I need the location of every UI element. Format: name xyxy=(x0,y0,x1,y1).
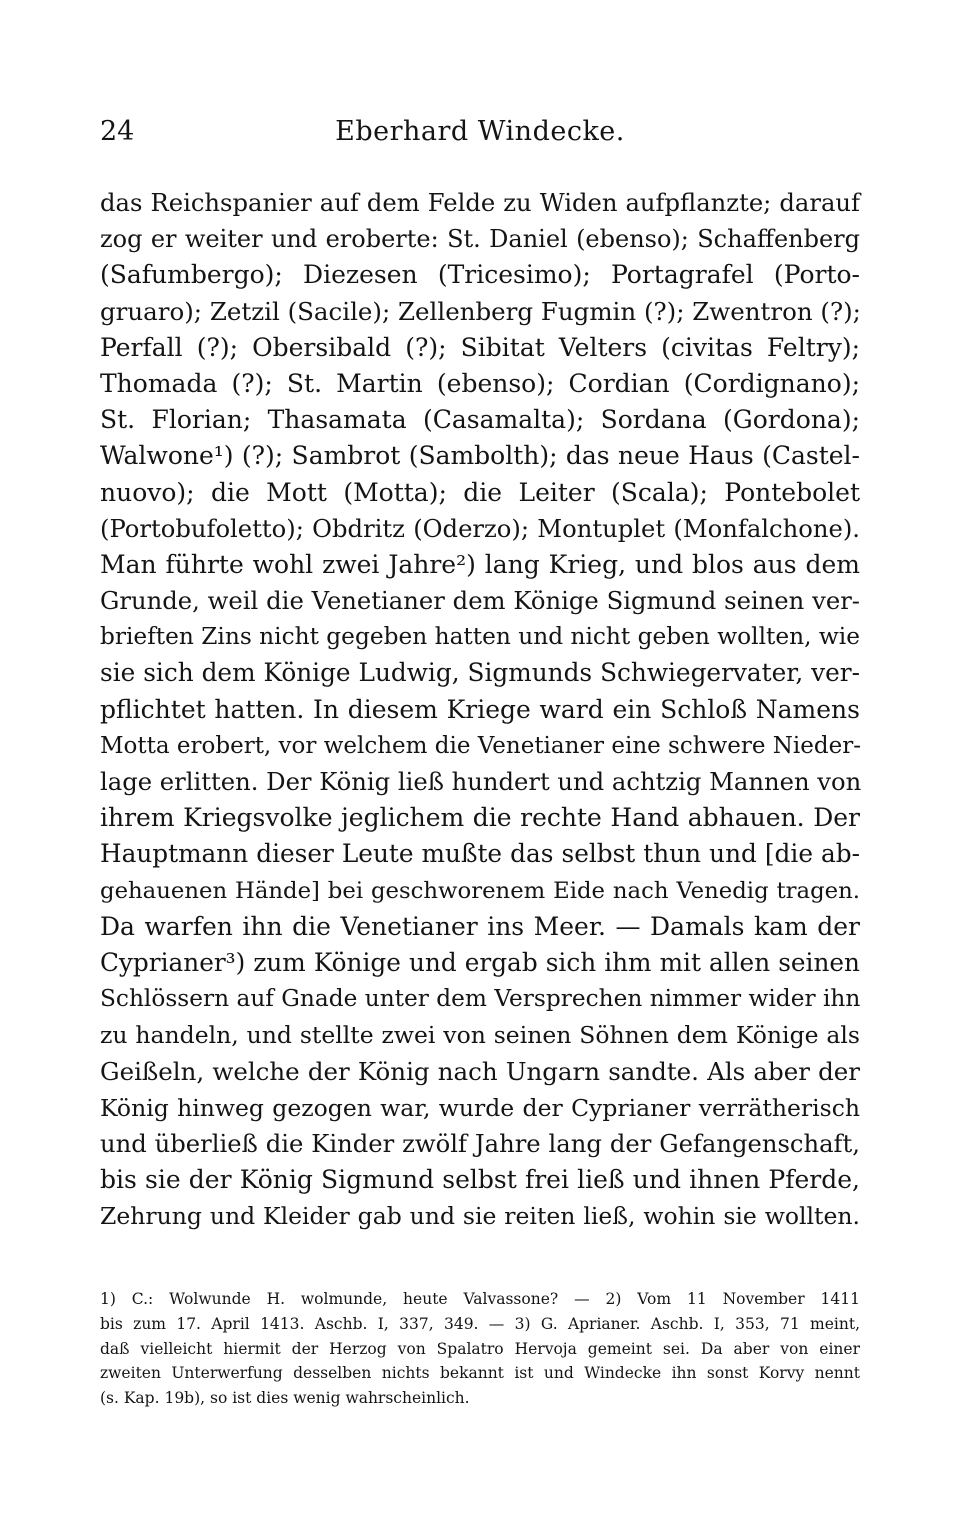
text-line: Perfall (?); Obersibald (?); Sibitat Velters (civitas Feltry); xyxy=(100,332,860,362)
footnote-line: zweiten Unterwerfung desselben nichts bekannt ist und Windecke ihn sonst Korvy nennt xyxy=(100,1364,860,1383)
page-number: 24 xyxy=(100,116,135,147)
text-line: (Safumbergo); Diezesen (Tricesimo); Portagrafel (Porto- xyxy=(100,260,860,290)
text-line: Grunde, weil die Venetianer dem Könige Sigmund seinen ver- xyxy=(100,586,860,616)
text-line: Motta erobert, vor welchem die Venetianer eine schwere Nieder- xyxy=(100,732,861,759)
body-text xyxy=(100,185,860,1234)
text-line: Zehrung und Kleider gab und sie reiten ließ, wohin sie wollten. xyxy=(100,1202,860,1231)
text-line: Cyprianer³) zum Könige und ergab sich ihm mit allen seinen xyxy=(100,947,860,977)
text-line: gruaro); Zetzil (Sacile); Zellenberg Fugmin (?); Zwentron (?); xyxy=(100,296,861,326)
text-line: nuovo); die Mott (Motta); die Leiter (Scala); Pontebolet xyxy=(100,477,860,507)
text-line: Schlössern auf Gnade unter dem Versprechen nimmer wider ihn xyxy=(100,985,861,1013)
text-line: bis sie der König Sigmund selbst frei ließ und ihnen Pferde, xyxy=(100,1165,860,1195)
text-line: das Reichspanier auf dem Felde zu Widen aufpflanzte; darauf xyxy=(100,188,860,217)
footnote-line: bis zum 17. April 1413. Aschb. I, 337, 349. — 3) G. Aprianer. Aschb. I, 353, 71 meint, xyxy=(100,1314,860,1333)
text-line: lage erlitten. Der König ließ hundert und achtzig Mannen von xyxy=(100,767,862,796)
text-line: König hinweg gezogen war, wurde der Cyprianer verrätherisch xyxy=(100,1093,860,1122)
footnotes xyxy=(100,1287,860,1411)
text-line: St. Florian; Thasamata (Casamalta); Sordana (Gordona); xyxy=(100,405,860,435)
text-line: Man führte wohl zwei Jahre²) lang Krieg, und blos aus dem xyxy=(100,549,860,579)
running-title: Eberhard Windecke. xyxy=(335,116,625,147)
text-line: gehauenen Hände] bei geschworenem Eide nach Venedig tragen. xyxy=(100,877,860,904)
text-line: zu handeln, und stellte zwei von seinen Söhnen dem Könige als xyxy=(100,1021,860,1050)
footnote-line: (s. Kap. 19b), so ist dies wenig wahrscheinlich. xyxy=(100,1389,470,1408)
footnote-line: daß vielleicht hiermit der Herzog von Spalatro Hervoja gemeint sei. Da aber von einer xyxy=(100,1339,860,1358)
text-line: Thomada (?); St. Martin (ebenso); Cordian (Cordignano); xyxy=(100,368,860,398)
text-line: zog er weiter und eroberte: St. Daniel (ebenso); Schaffenberg xyxy=(100,225,860,254)
running-head xyxy=(100,116,860,156)
text-line: Hauptmann dieser Leute mußte das selbst thun und [die ab- xyxy=(100,839,860,869)
text-line: sie sich dem Könige Ludwig, Sigmunds Schwiegervater, ver- xyxy=(100,658,860,688)
text-line: Geißeln, welche der König nach Ungarn sandte. Als aber der xyxy=(100,1056,860,1086)
text-line: und überließ die Kinder zwölf Jahre lang der Gefangenschaft, xyxy=(100,1128,860,1158)
footnote-line: 1) C.: Wolwunde H. wolmunde, heute Valvassone? — 2) Vom 11 November 1411 xyxy=(100,1290,860,1308)
text-line: brieften Zins nicht gegeben hatten und nicht geben wollten, wie xyxy=(100,623,860,651)
text-line: Walwone¹) (?); Sambrot (Sambolth); das neue Haus (Castel- xyxy=(100,441,860,471)
text-line: (Portobufoletto); Obdritz (Oderzo); Montuplet (Monfalchone). xyxy=(100,513,860,543)
text-line: ihrem Kriegsvolke jeglichem die rechte Hand abhauen. Der xyxy=(100,803,860,833)
text-line: Da warfen ihn die Venetianer ins Meer. — Damals kam der xyxy=(100,911,860,941)
text-line: pflichtet hatten. In diesem Kriege ward ein Schloß Namens xyxy=(100,694,860,724)
